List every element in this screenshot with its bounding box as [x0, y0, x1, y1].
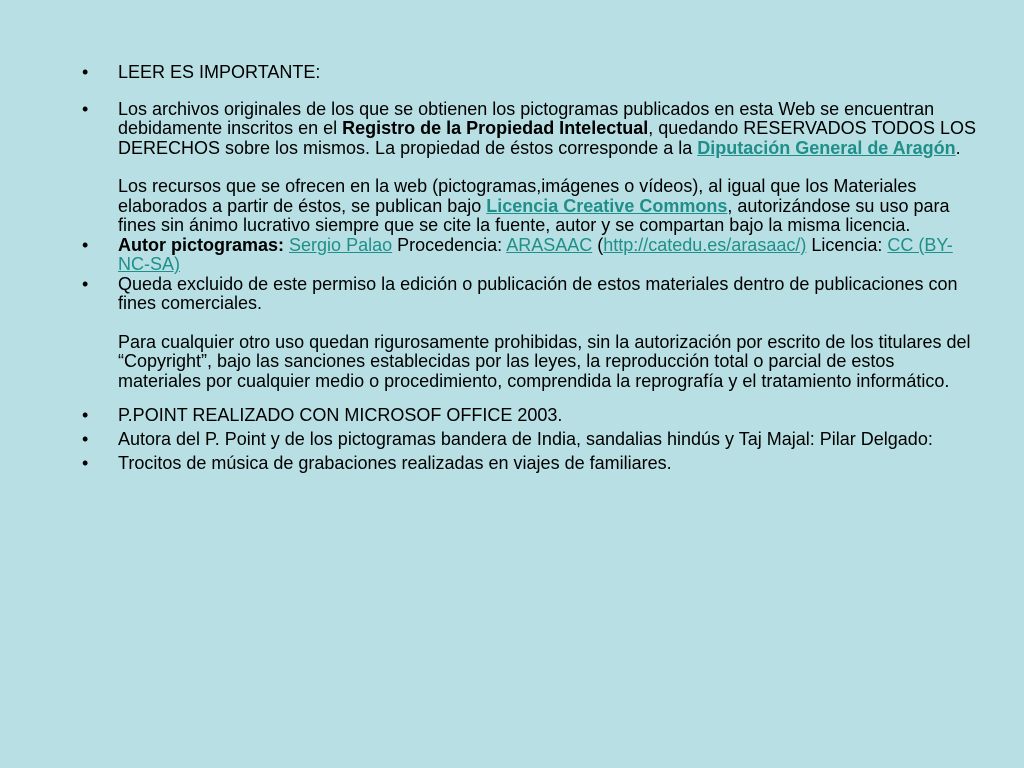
text-segment: Queda excluido de este permiso la edición o publicación de estos materiales dentro de publicaciones con fines comerciales.: [118, 273, 958, 313]
bullet-icon: •: [82, 273, 89, 294]
text-segment: , autorizándose su uso para fines sin ánimo lucrativo siempre que se cite la fuente, autor y se compartan bajo la misma licencia.: [118, 195, 950, 235]
paragraph: [118, 275, 982, 314]
autor-label: Autor pictogramas:: [118, 234, 290, 255]
text-segment: Los recursos que se ofrecen en la web (pictogramas,imágenes o vídeos), al igual que los Materiales elaborados a partir de éstos, se publican bajo: [118, 176, 917, 216]
bullet-item-musica: [82, 454, 982, 474]
registro-propiedad-text: Registro de la Propiedad Intelectual: [342, 118, 649, 138]
bullet-icon: •: [82, 453, 89, 473]
bullet-list: [82, 63, 982, 474]
bullet-item-leer-importante: [82, 63, 982, 83]
text-segment: Procedencia:: [392, 234, 507, 255]
bullet-icon: •: [82, 405, 89, 425]
text-segment: P.POINT REALIZADO CON MICROSOF OFFICE 2003.: [118, 405, 563, 425]
heading-text: LEER ES IMPORTANTE:: [118, 62, 321, 82]
text-segment: Autora del P. Point y de los pictogramas bandera de India, sandalias hindús y Taj Majal: Pilar Delgado:: [118, 428, 933, 449]
text-segment: (: [592, 234, 604, 255]
bullet-icon: •: [82, 428, 89, 449]
text-segment: Licencia:: [806, 234, 888, 255]
bullet-item-ppoint: [82, 406, 982, 426]
bullet-item-autora: [82, 430, 982, 450]
bullet-icon: •: [82, 234, 89, 255]
paragraph: [118, 333, 982, 392]
sergio-palao-link[interactable]: Sergio Palao: [289, 234, 393, 255]
bullet-icon: •: [82, 98, 89, 119]
text-segment: Trocitos de música de grabaciones realizadas en viajes de familiares.: [118, 453, 672, 473]
text-segment: Para cualquier otro uso quedan rigurosamente prohibidas, sin la autorización por escrito de los titulares del “Copyright”, bajo las sanciones establecidas por las leyes, la reproducción total o parcial de estos materiales por cualquier medio o procedimiento, comprendida la reprografía y el tratamiento informático.: [118, 331, 971, 391]
text-segment: Los archivos originales de los que se obtienen los pictogramas publicados en esta Web se encuentran debidamente inscritos en el: [118, 98, 935, 138]
text-segment: .: [955, 137, 961, 158]
paragraph: [118, 100, 982, 159]
arasaac-link[interactable]: ARASAAC: [506, 234, 593, 255]
bullet-item-copyright-notice: [82, 100, 982, 236]
paragraph: [118, 406, 982, 426]
paragraph: [118, 430, 982, 450]
paragraph: [118, 236, 982, 275]
paragraph: [118, 177, 982, 236]
bullet-icon: •: [82, 62, 89, 82]
paragraph: [118, 63, 982, 83]
cc-license-link[interactable]: CC (BY-NC-SA): [118, 234, 953, 274]
catedu-url-link[interactable]: http://catedu.es/arasaac/): [603, 234, 807, 255]
bullet-item-autor-pictogramas: [82, 236, 982, 275]
text-segment: , quedando RESERVADOS TODOS LOS DERECHOS sobre los mismos. La propiedad de éstos corresponde a la: [118, 118, 977, 158]
creative-commons-link[interactable]: Licencia Creative Commons: [486, 195, 728, 216]
bullet-item-exclusion: [82, 275, 982, 392]
diputacion-aragon-link[interactable]: Diputación General de Aragón: [697, 137, 956, 158]
paragraph: [118, 454, 982, 474]
